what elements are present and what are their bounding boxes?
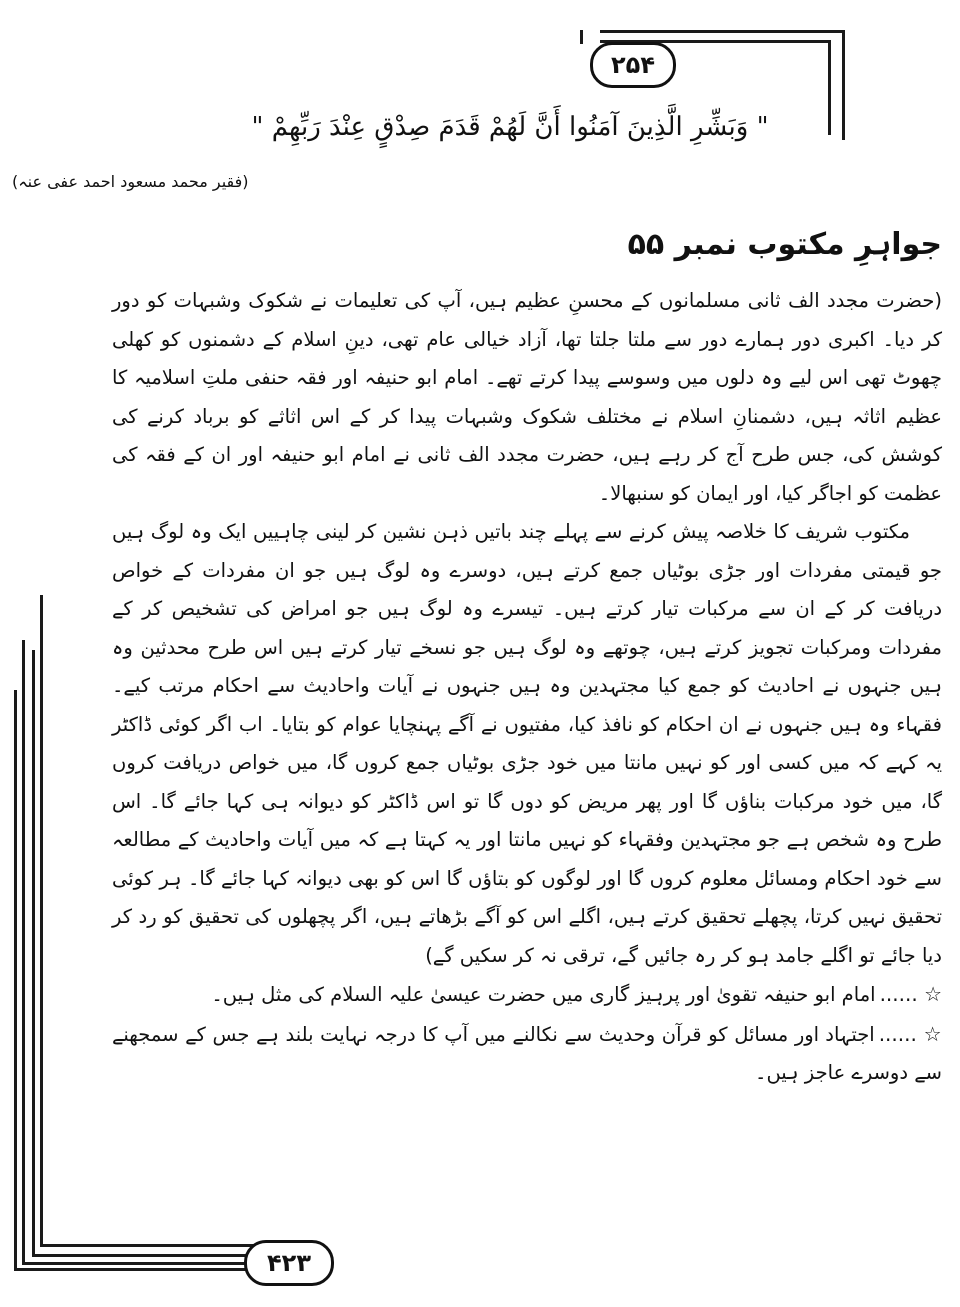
frame-left-2	[22, 640, 25, 1265]
section-heading: جواہرِ مکتوب نمبر ۵۵	[627, 227, 942, 262]
top-page-number: ۲۵۴	[590, 42, 676, 88]
verse-attribution: (فقیر محمد مسعود احمد عفی عنہ)	[12, 172, 249, 191]
note-text-2: اجتہاد اور مسائل کو قرآن وحدیث سے نکالنے میں آپ کا درجہ نہایت بلند ہے جس کے سمجھنے سے دوسرے عاجز ہیں۔	[112, 1022, 942, 1084]
frame-bottom-3	[32, 1254, 262, 1257]
frame-bottom-2	[22, 1262, 262, 1265]
summary-paragraph: مکتوب شریف کا خلاصہ پیش کرنے سے پہلے چند باتیں ذہن نشین کر لینی چاہییں ایک وہ لوگ ہیں جو قیمتی مفردات اور جڑی بوٹیاں جمع کرتے ہیں، دوسرے وہ لوگ ہیں جو ان مفردات کے خواص دریافت کر کے ان سے مرکبات تیار کرتے ہیں۔ تیسرے وہ لوگ ہیں جو امراض کی تشخیص کر کے مفردات ومرکبات تجویز کرتے ہیں، چوتھے وہ لوگ ہیں جو نسخے تیار کرتے ہیں اس طرح محدثین وہ ہیں جنہوں نے احادیث کو جمع کیا مجتہدین وہ ہیں جنہوں نے آیات واحادیث سے احکام مرتب کیے۔ فقہاء وہ ہیں جنہوں نے ان احکام کو نافذ کیا، مفتیوں نے آگے پہنچایا عوام کو بتایا۔ اب اگر کوئی ڈاکٹر یہ کہے کہ میں کسی اور کو نہیں مانتا میں خود جڑی بوٹیاں جمع کروں گا، میں خواص دریافت کروں گا، میں خود مرکبات بناؤں گا اور پھر مریض کو دوں گا تو اس ڈاکٹر کو دیوانہ ہی کہا جائے گا۔ اس طرح وہ شخص ہے جو مجتہدین وفقہاء کو نہیں مانتا اور یہ کہتا ہے کہ میں آیات واحادیث کے مطالعہ سے خود احکام ومسائل معلوم کروں گا اور لوگوں کو بتاؤں گا اس کو بھی دیوانہ کہا جائے گا۔ ہر کوئی تحقیق نہیں کرتا، پچھلے تحقیق کرتے ہیں، اگلے اس کو آگے بڑھاتے ہیں، اگر پچھلوں کی تحقیق کو رد کر دیا جائے تو اگلے جامد ہو کر رہ جائیں گے، ترقی نہ کر سکیں گے)	[112, 520, 942, 967]
frame-left-4	[40, 595, 43, 1245]
frame-left-1	[14, 690, 17, 1270]
star-icon: ☆ ......	[878, 1021, 942, 1046]
star-icon: ☆ ......	[879, 982, 942, 1006]
bottom-page-number: ۴۲۳	[244, 1240, 334, 1286]
frame-bottom-4	[40, 1244, 260, 1247]
quranic-verse: " وَبَشِّرِ الَّذِينَ آمَنُوا أَنَّ لَهُمْ قَدَمَ صِدْقٍ عِنْدَ رَبِّهِمْ "	[251, 112, 769, 142]
note-text-1: امام ابو حنیفہ تقویٰ اور پرہیز گاری میں حضرت عیسیٰ علیہ السلام کی مثل ہیں۔	[211, 983, 876, 1006]
frame-top-left-cap	[580, 30, 583, 44]
main-body	[112, 282, 942, 1093]
frame-bottom-1	[14, 1268, 264, 1271]
note-item-2	[112, 1015, 942, 1093]
frame-top-outer	[600, 30, 845, 33]
note-item-1	[112, 975, 942, 1015]
frame-left-3	[32, 650, 35, 1255]
intro-paragraph: (حضرت مجدد الف ثانی مسلمانوں کے محسنِ عظیم ہیں، آپ کی تعلیمات نے شکوک وشبہات کو دور کر دیا۔ اکبری دور ہمارے دور سے ملتا جلتا تھا، آزاد خیالی عام تھی، دینِ اسلام کے دشمنوں کو کھلی چھوٹ تھی اس لیے وہ دلوں میں وسوسے پیدا کرتے تھے۔ امام ابو حنیفہ اور فقہ حنفی ملتِ اسلامیہ کا عظیم اثاثہ ہیں، دشمنانِ اسلام نے مختلف شکوک وشبہات پیدا کر کے اس اثاثے کو برباد کرنے کی کوشش کی، جس طرح آج کر رہے ہیں، حضرت مجدد الف ثانی نے امام ابو حنیفہ اور ان کے فقہ کی عظمت کو اجاگر کیا، اور ایمان کو سنبھالا۔	[112, 289, 942, 505]
